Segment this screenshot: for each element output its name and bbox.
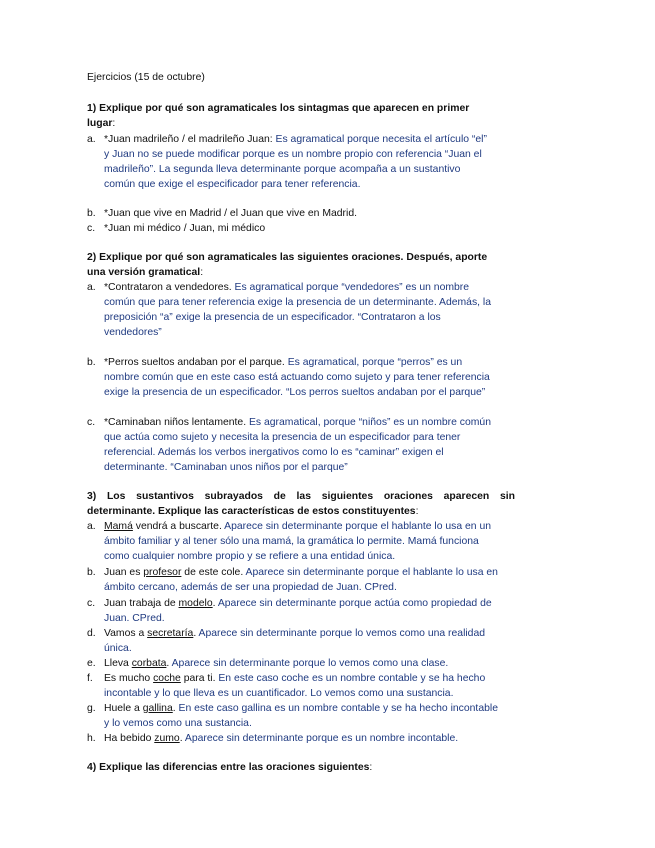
underlined-noun: coche (153, 673, 181, 684)
list-marker: b. (87, 208, 96, 219)
exercise-1a-answer: común que exige el especificador para tener referencia. (104, 179, 361, 190)
document-title: Ejercicios (15 de octubre) (87, 72, 205, 83)
exercise-3f-line: Es mucho coche para ti. En este caso coche es un nombre contable y se ha hecho (104, 673, 486, 684)
exercise-2b-line: *Perros sueltos andaban por el parque. Es agramatical, porque “perros” es un (104, 357, 463, 368)
exercise-1-heading: 1) Explique por qué son agramaticales los sintagmas que aparecen en primer (87, 103, 470, 114)
exercise-3c-line: Juan trabaja de modelo. Aparece sin determinante porque actúa como propiedad de (104, 598, 492, 609)
exercise-3-heading: 3) Los sustantivos subrayados de las siguientes oraciones aparecen sin (87, 491, 515, 502)
underlined-noun: zumo (154, 733, 180, 744)
exercise-2c-answer: determinante. “Caminaban unos niños por el parque” (104, 462, 348, 473)
exercise-1a-answer: y Juan no se puede modificar porque es un nombre propio con referencia “Juan el (104, 149, 482, 160)
exercise-2a-answer: común que para tener referencia exige la presencia de un determinante. Además, la (104, 297, 492, 308)
list-marker: b. (87, 567, 96, 578)
exercise-1b-line: *Juan que vive en Madrid / el Juan que vive en Madrid. (104, 208, 357, 219)
list-marker: g. (87, 703, 96, 714)
exercise-3e-line: Lleva corbata. Aparece sin determinante porque lo vemos como una clase. (104, 658, 449, 669)
exercise-3a-line: Mamá vendrá a buscarte. Aparece sin determinante porque el hablante lo usa en un (104, 521, 492, 532)
underlined-noun: modelo (178, 598, 213, 609)
exercise-3g-answer: y lo vemos como una sustancia. (104, 718, 252, 729)
exercise-2c-line: *Caminaban niños lentamente. Es agramatical, porque “niños” es un nombre común (104, 417, 491, 428)
exercise-3b-answer: ámbito cercano, además de ser una propiedad de Juan. CPred. (104, 582, 397, 593)
exercise-4-heading: 4) Explique las diferencias entre las oraciones siguientes: (87, 762, 373, 773)
list-marker: a. (87, 521, 96, 532)
exercise-1-heading-cont: lugar: (87, 118, 116, 129)
underlined-noun: profesor (143, 567, 182, 578)
exercise-3-heading-cont: determinante. Explique las características de estos constituyentes: (87, 506, 419, 517)
list-marker: c. (87, 598, 96, 609)
exercise-1a-line: *Juan madrileño / el madrileño Juan: Es agramatical porque necesita el artículo “el” (104, 134, 487, 145)
exercise-3g-line: Huele a gallina. En este caso gallina es un nombre contable y se ha hecho incontable (104, 703, 498, 714)
exercise-3f-answer: incontable y lo que lleva es un cuantificador. Lo vemos como una sustancia. (104, 688, 454, 699)
exercise-2c-answer: referencial. Además los verbos inergativos como lo es “caminar” exigen el (104, 447, 444, 458)
exercise-2a-answer: preposición “a” exige la presencia de un especificador. “Contrataron a los (104, 312, 441, 323)
list-marker: b. (87, 357, 96, 368)
underlined-noun: secretaría (147, 628, 194, 639)
exercise-3a-answer: ámbito familiar y al tener sólo una mamá, la gramática lo permite. Mamá funciona (104, 536, 479, 547)
list-marker: a. (87, 282, 96, 293)
exercise-3b-line: Juan es profesor de este cole. Aparece sin determinante porque el hablante lo usa en (104, 567, 498, 578)
list-marker: h. (87, 733, 96, 744)
exercise-3d-line: Vamos a secretaría. Aparece sin determinante porque lo vemos como una realidad (104, 628, 486, 639)
exercise-3c-answer: Juan. CPred. (104, 613, 165, 624)
exercise-3d-answer: única. (104, 643, 132, 654)
exercise-2-heading-cont: una versión gramatical: (87, 267, 204, 278)
underlined-noun: Mamá (104, 521, 133, 532)
underlined-noun: gallina (142, 703, 173, 714)
list-marker: c. (87, 417, 96, 428)
list-marker: e. (87, 658, 96, 669)
underlined-noun: corbata (131, 658, 167, 669)
list-marker: f. (87, 673, 93, 684)
exercise-2b-answer: exige la presencia de un especificador. “Los perros sueltos andaban por el parque” (104, 387, 486, 398)
list-marker: c. (87, 223, 96, 234)
exercise-3h-line: Ha bebido zumo. Aparece sin determinante porque es un nombre incontable. (104, 733, 459, 744)
exercise-2a-line: *Contrataron a vendedores. Es agramatical porque “vendedores” es un nombre (104, 282, 470, 293)
exercise-1c-line: *Juan mi médico / Juan, mi médico (104, 223, 266, 234)
exercise-2a-answer: vendedores” (104, 327, 162, 338)
exercise-2b-answer: nombre común que en este caso está actuando como sujeto y para tener referencia (104, 372, 490, 383)
exercise-1a-answer: madrileño”. La segunda lleva determinante porque acompaña a un sustantivo (104, 164, 461, 175)
list-marker: a. (87, 134, 96, 145)
exercise-3a-answer: como cualquier nombre propio y se refiere a una entidad única. (104, 551, 396, 562)
exercise-2-heading: 2) Explique por qué son agramaticales las siguientes oraciones. Después, aporte (87, 252, 488, 263)
list-marker: d. (87, 628, 96, 639)
exercise-2c-answer: que actúa como sujeto y necesita la presencia de un especificador para tener (104, 432, 461, 443)
